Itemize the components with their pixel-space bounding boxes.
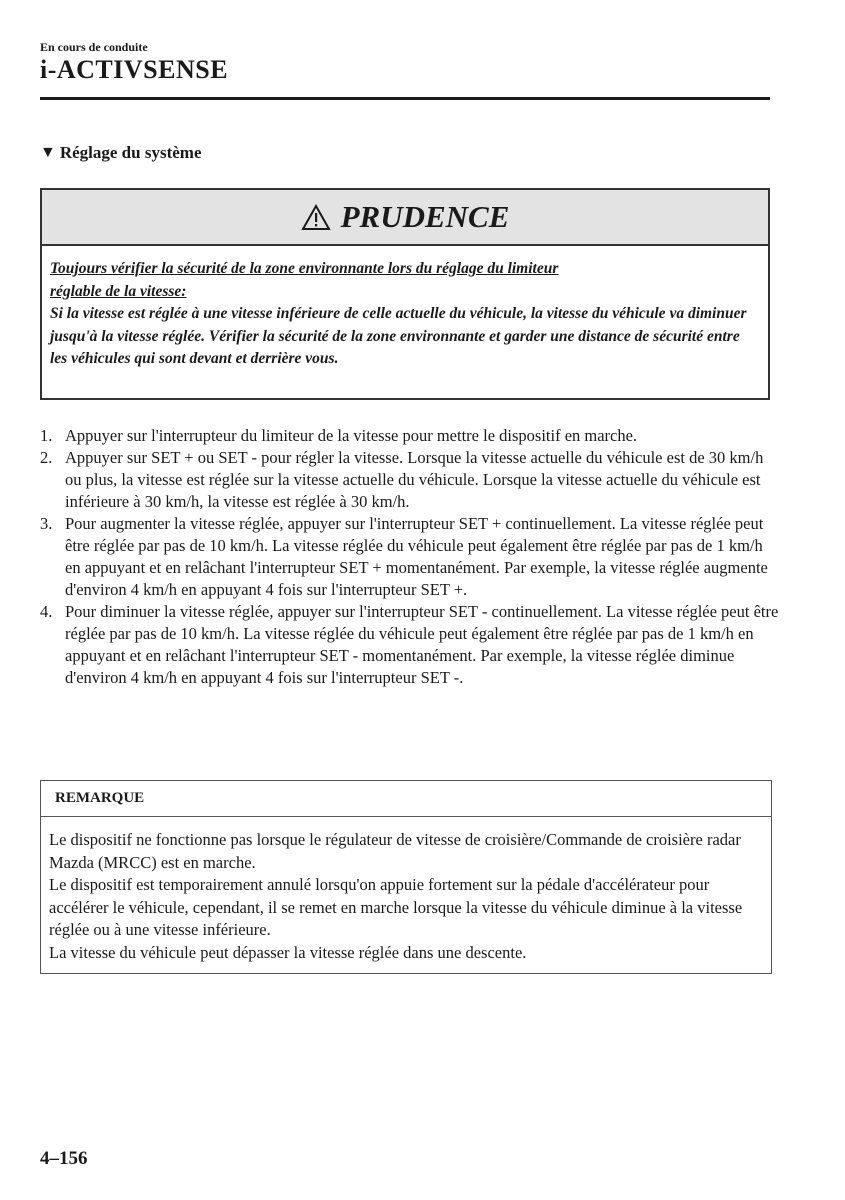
step-number: 3. xyxy=(40,514,53,533)
step-text: Appuyer sur SET + ou SET - pour régler la vitesse. Lorsque la vitesse actuelle du véhicule est de 30 km/h ou plus, la vitesse est réglée sur la vitesse actuelle du véhicule. Lorsque la vitesse actuelle du véhicule est inférieure à 30 km/h, la vitesse est réglée à 30 km/h. xyxy=(65,448,764,511)
warning-triangle-icon xyxy=(301,204,331,231)
note-box xyxy=(40,780,772,974)
note-paragraph: Le dispositif ne fonctionne pas lorsque le régulateur de vitesse de croisière/Commande de croisière radar Mazda (MRCC) est en marche. xyxy=(49,830,741,872)
list-item xyxy=(40,513,780,601)
step-text: Pour diminuer la vitesse réglée, appuyer sur l'interrupteur SET - continuellement. La vitesse réglée peut être réglée par pas de 10 km/h. La vitesse réglée du véhicule peut également être réglée par pas de 1 km/h en appuyant et en relâchant l'interrupteur SET - momentanément. Par exemple, la vitesse réglée diminue d'environ 4 km/h en appuyant 4 fois sur l'interrupteur SET -. xyxy=(65,602,779,687)
procedure-steps xyxy=(40,425,780,689)
step-number: 2. xyxy=(40,448,53,467)
step-text: Appuyer sur l'interrupteur du limiteur de la vitesse pour mettre le dispositif en marche. xyxy=(65,426,638,445)
triangle-bullet-icon: ▼ xyxy=(40,144,56,161)
list-item xyxy=(40,425,780,447)
note-paragraph: La vitesse du véhicule peut dépasser la vitesse réglée dans une descente. xyxy=(49,942,527,962)
note-paragraph: Le dispositif est temporairement annulé lorsqu'on appuie fortement sur la pédale d'accélérateur pour accélérer le véhicule, cependant, il se remet en marche lorsque la vitesse du véhicule diminue à la vitesse réglée ou à une vitesse inférieure. xyxy=(49,875,743,939)
list-item xyxy=(40,447,780,513)
caution-lead-line-2: réglable de la vitesse: xyxy=(50,282,187,300)
caution-text: Si la vitesse est réglée à une vitesse inférieure de celle actuelle du véhicule, la vitesse du véhicule va diminuer jusqu'à la vitesse réglée. Vérifier la sécurité de la zone environnante et garder une distance de sécurité entre les véhicules qui sont devant et derrière vous. xyxy=(50,305,747,367)
caution-box xyxy=(40,188,770,400)
subheading-text: Réglage du système xyxy=(59,143,202,162)
step-number: 4. xyxy=(40,602,53,621)
list-item xyxy=(40,601,780,689)
note-body xyxy=(41,817,771,964)
section-label: En cours de conduite xyxy=(40,40,148,54)
page-number: 4–156 xyxy=(40,1148,88,1169)
subheading xyxy=(40,143,202,163)
step-number: 1. xyxy=(40,426,53,445)
caution-body xyxy=(42,246,768,371)
note-title: REMARQUE xyxy=(41,781,771,817)
step-text: Pour augmenter la vitesse réglée, appuyer sur l'interrupteur SET + continuellement. La vitesse réglée peut être réglée par pas de 10 km/h. La vitesse réglée du véhicule peut également être réglée par pas de 1 km/h en appuyant et en relâchant l'interrupteur SET + momentanément. Par exemple, la vitesse réglée augmente d'environ 4 km/h en appuyant 4 fois sur l'interrupteur SET +. xyxy=(65,514,768,599)
caution-lead-line-1: Toujours vérifier la sécurité de la zone environnante lors du réglage du limiteur xyxy=(50,260,559,277)
caution-header xyxy=(42,190,768,246)
title-divider xyxy=(40,97,770,100)
chapter-title: i-ACTIVSENSE xyxy=(40,55,229,84)
caution-title: PRUDENCE xyxy=(340,199,510,234)
